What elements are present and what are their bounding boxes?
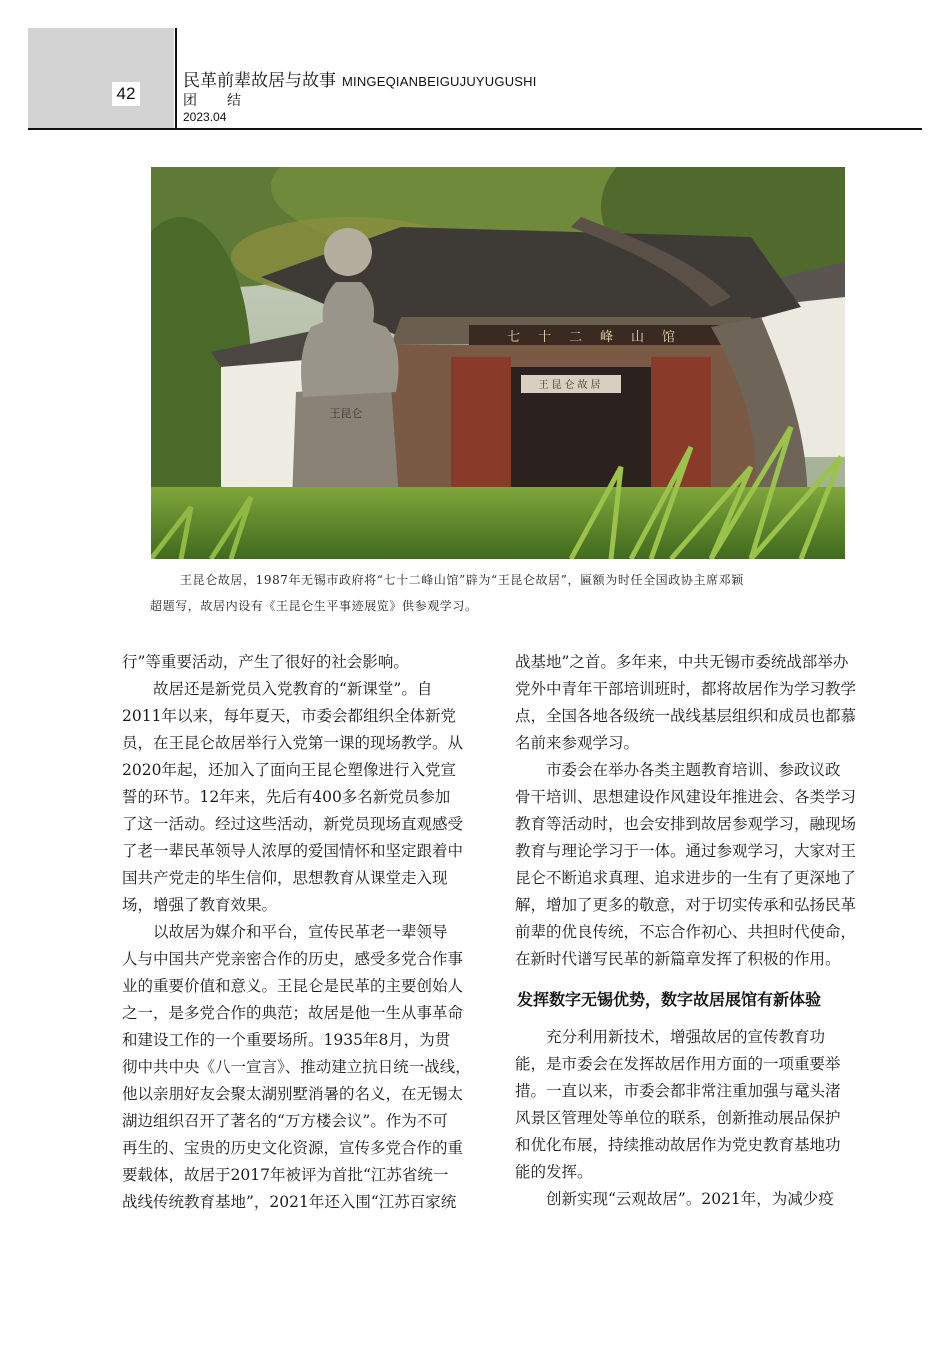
photo-caption-line-2: 超题写，故居内设有《王昆仑生平事迹展览》供参观学习。 (150, 599, 478, 613)
text-line: 他以亲朋好友会聚太湖别墅消暑的名义，在无锡太 (122, 1085, 464, 1103)
text-line: 教育等活动时，也会安排到故居参观学习，融现场 (515, 815, 857, 833)
text-line: 湖边组织召开了著名的“万方楼会议”。作为不可 (122, 1112, 448, 1130)
pavilion-signboard: 七十二峰山馆 (506, 330, 694, 345)
text-line: 了老一辈民革领导人浓厚的爱国情怀和坚定跟着中 (122, 842, 464, 860)
column-title-en: MINGEQIANBEIGUJUYUGUSHI (342, 74, 537, 89)
text-line: 在新时代谱写民革的新篇章发挥了积极的作用。 (515, 950, 841, 968)
page-number-block (28, 28, 174, 128)
text-line: 业的重要价值和意义。王昆仑是民革的主要创始人 (122, 977, 464, 995)
text-line: 措。一直以来，市委会都非常注重加强与鼋头渚 (515, 1082, 841, 1100)
text-line: 充分利用新技术，增强故居的宣传教育功 (515, 1028, 826, 1046)
text-line: 市委会在举办各类主题教育培训、参政议政 (515, 761, 841, 779)
magazine-name: 团结 (183, 93, 271, 109)
text-line: 要载体，故居于2017年被评为首批“江苏省统一 (122, 1166, 449, 1184)
text-line: 名前来参观学习。 (515, 734, 640, 752)
text-line: 点，全国各地各级统一战线基层组织和成员也都慕 (515, 707, 857, 725)
text-line: 誓的环节。12年来，先后有400多名新党员参加 (122, 788, 451, 806)
text-line: 和建设工作的一个重要场所。1935年8月，为贯 (122, 1031, 451, 1049)
text-line: 国共产党走的毕生信仰，思想教育从课堂走入现 (122, 869, 448, 887)
text-line: 能的发挥。 (515, 1163, 593, 1181)
text-line: 故居还是新党员入党教育的“新课堂”。自 (122, 680, 433, 698)
statue-inscription: 王昆仑 (329, 407, 363, 420)
text-line: 创新实现“云观故居”。2021年，为减少疫 (515, 1190, 834, 1208)
text-line: 战线传统教育基地”，2021年还入围“江苏百家统 (122, 1193, 457, 1211)
text-line: 党外中青年干部培训班时，都将故居作为学习教学 (515, 680, 857, 698)
issue-number: 2023.04 (183, 110, 227, 124)
page-number: 42 (112, 82, 140, 106)
photo-caption-line-1: 王昆仑故居，1987年无锡市政府将“七十二峰山馆”辟为“王昆仑故居”，匾额为时任全国政协主席邓颖 (180, 573, 744, 587)
text-line: 员，在王昆仑故居举行入党第一课的现场教学。从 (122, 734, 464, 752)
section-heading: 发挥数字无锡优势，数字故居展馆有新体验 (517, 990, 822, 1009)
text-line: 人与中国共产党亲密合作的历史，感受多党合作事 (122, 950, 464, 968)
text-line: 战基地”之首。多年来，中共无锡市委统战部举办 (515, 653, 849, 671)
photo-wang-kunlun-former-residence (151, 167, 845, 559)
text-line: 骨干培训、思想建设作风建设年推进会、各类学习 (515, 788, 857, 806)
text-line: 了这一活动。经过这些活动，新党员现场直观感受 (122, 815, 464, 833)
text-line: 能，是市委会在发挥故居作用方面的一项重要举 (515, 1055, 841, 1073)
text-line: 之一，是多党合作的典范；故居是他一生从事革命 (122, 1004, 464, 1022)
header-divider-horizontal (28, 128, 922, 130)
text-line: 教育与理论学习于一体。通过参观学习，大家对王 (515, 842, 857, 860)
text-line: 前辈的优良传统，不忘合作初心、共担时代使命， (515, 923, 857, 941)
text-line: 再生的、宝贵的历史文化资源，宣传多党合作的重 (122, 1139, 464, 1157)
text-line: 2011年以来，每年夏天，市委会都组织全体新党 (122, 707, 456, 725)
column-title-cn: 民革前辈故居与故事 (183, 71, 336, 91)
text-line: 场，增强了教育效果。 (122, 896, 278, 914)
column-title (183, 66, 537, 91)
text-line: 以故居为媒介和平台，宣传民革老一辈领导 (122, 923, 448, 941)
text-line: 解，增加了更多的敬意，对于切实传承和弘扬民革 (515, 896, 857, 914)
text-line: 昆仑不断追求真理、追求进步的一生有了更深地了 (515, 869, 857, 887)
text-line: 2020年起，还加入了面向王昆仑塑像进行入党宣 (122, 761, 456, 779)
text-line: 行”等重要活动，产生了很好的社会影响。 (122, 653, 409, 671)
door-plaque: 王昆仑故居 (538, 380, 604, 391)
text-line: 和优化布展，持续推动故居作为党史教育基地功 (515, 1136, 841, 1154)
text-line: 彻中共中央《八一宣言》、推动建立抗日统一战线， (122, 1058, 471, 1076)
header-divider-vertical (175, 28, 177, 129)
text-line: 风景区管理处等单位的联系，创新推动展品保护 (515, 1109, 841, 1127)
